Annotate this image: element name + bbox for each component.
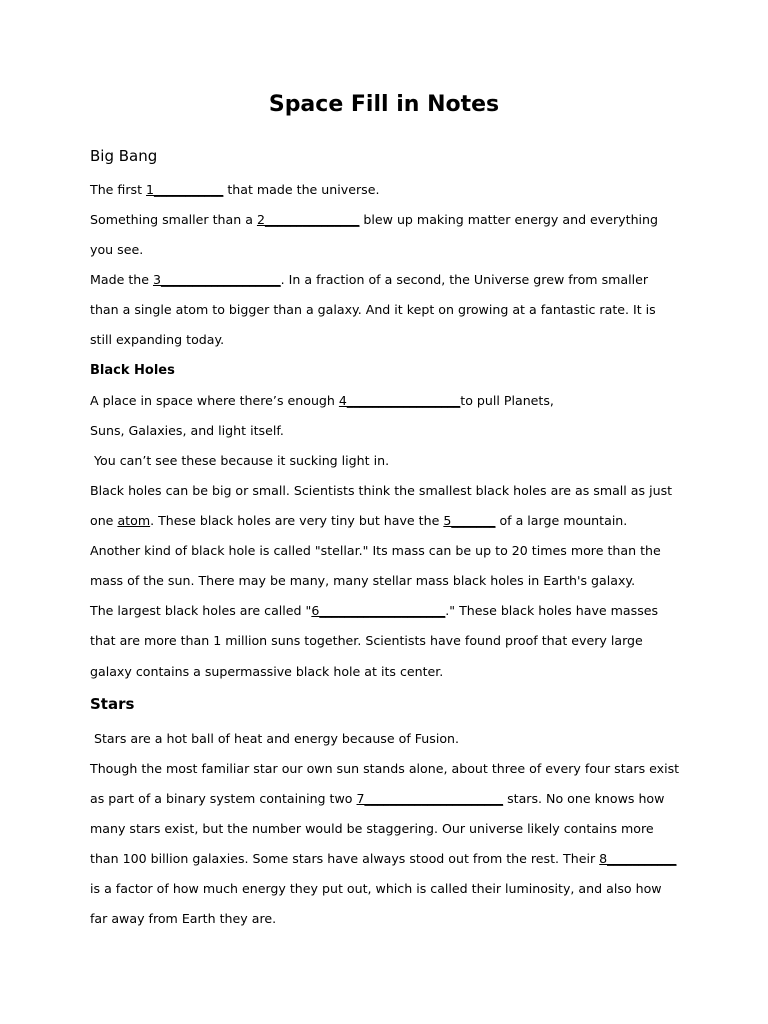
fill-blank-7: 7______________________ bbox=[356, 791, 504, 806]
text-line: far away from Earth they are. bbox=[90, 911, 277, 926]
text-line: Black holes can be big or small. Scientists think the smallest black holes are as small as just bbox=[90, 483, 673, 498]
text-line bbox=[90, 271, 648, 289]
text-line: many stars exist, but the number would be staggering. Our universe likely contains more bbox=[90, 821, 654, 836]
text: . In a fraction of a second, the Universe grew from smaller bbox=[280, 272, 649, 287]
fill-blank-2: 2_______________ bbox=[256, 212, 360, 227]
text: A place in space where there’s enough bbox=[90, 393, 339, 408]
text-line bbox=[90, 602, 658, 620]
text: The first bbox=[90, 182, 147, 197]
text-line: than a single atom to bigger than a galaxy. And it kept on growing at a fantastic rate. It is bbox=[90, 302, 656, 317]
text-line: still expanding today. bbox=[90, 332, 225, 347]
text-line: Suns, Galaxies, and light itself. bbox=[90, 423, 284, 438]
text: one bbox=[90, 513, 118, 528]
fill-blank-6: 6____________________ bbox=[311, 603, 446, 618]
text-line: you see. bbox=[90, 242, 144, 257]
text-line bbox=[90, 512, 627, 530]
fill-blank-8: 8___________ bbox=[599, 851, 677, 866]
text-line bbox=[90, 211, 658, 229]
text: than 100 billion galaxies. Some stars have always stood out from the rest. Their bbox=[90, 851, 600, 866]
text: as part of a binary system containing two bbox=[90, 791, 357, 806]
section-heading-big-bang: Big Bang bbox=[90, 147, 158, 165]
text: of a large mountain. bbox=[495, 513, 628, 528]
text: . These black holes are very tiny but have the bbox=[150, 513, 444, 528]
fill-blank-4: 4__________________ bbox=[338, 393, 461, 408]
text-line: that are more than 1 million suns together. Scientists have found proof that every large bbox=[90, 633, 643, 648]
text-line bbox=[90, 850, 676, 868]
section-heading-black-holes: Black Holes bbox=[90, 363, 175, 378]
text-line: Stars are a hot ball of heat and energy because of Fusion. bbox=[90, 731, 460, 746]
text-line: mass of the sun. There may be many, many stellar mass black holes in Earth's galaxy. bbox=[90, 573, 636, 588]
text: blew up making matter energy and everything bbox=[359, 212, 659, 227]
text-line: You can’t see these because it sucking light in. bbox=[90, 453, 390, 468]
text: Made the bbox=[90, 272, 153, 287]
atom-link[interactable]: atom bbox=[117, 513, 151, 528]
text: stars. No one knows how bbox=[503, 791, 665, 806]
fill-blank-3: 3___________________ bbox=[153, 272, 281, 287]
section-heading-stars: Stars bbox=[90, 695, 135, 713]
text: to pull Planets, bbox=[460, 393, 554, 408]
fill-blank-5: 5_______ bbox=[443, 513, 496, 528]
fill-blank-1: 1___________ bbox=[146, 182, 224, 197]
text-line bbox=[90, 790, 664, 808]
page-title: Space Fill in Notes bbox=[268, 92, 500, 117]
text: Something smaller than a bbox=[90, 212, 257, 227]
text: The largest black holes are called " bbox=[90, 603, 312, 618]
text-line: Though the most familiar star our own sun stands alone, about three of every four stars exist bbox=[90, 761, 680, 776]
text-line bbox=[90, 181, 379, 199]
text-line bbox=[90, 392, 554, 410]
text: ." These black holes have masses bbox=[445, 603, 659, 618]
text-line: Another kind of black hole is called "stellar." Its mass can be up to 20 times more than the bbox=[90, 543, 661, 558]
text-line: is a factor of how much energy they put out, which is called their luminosity, and also how bbox=[90, 881, 662, 896]
text-line: galaxy contains a supermassive black hole at its center. bbox=[90, 664, 444, 679]
text: that made the universe. bbox=[223, 182, 380, 197]
